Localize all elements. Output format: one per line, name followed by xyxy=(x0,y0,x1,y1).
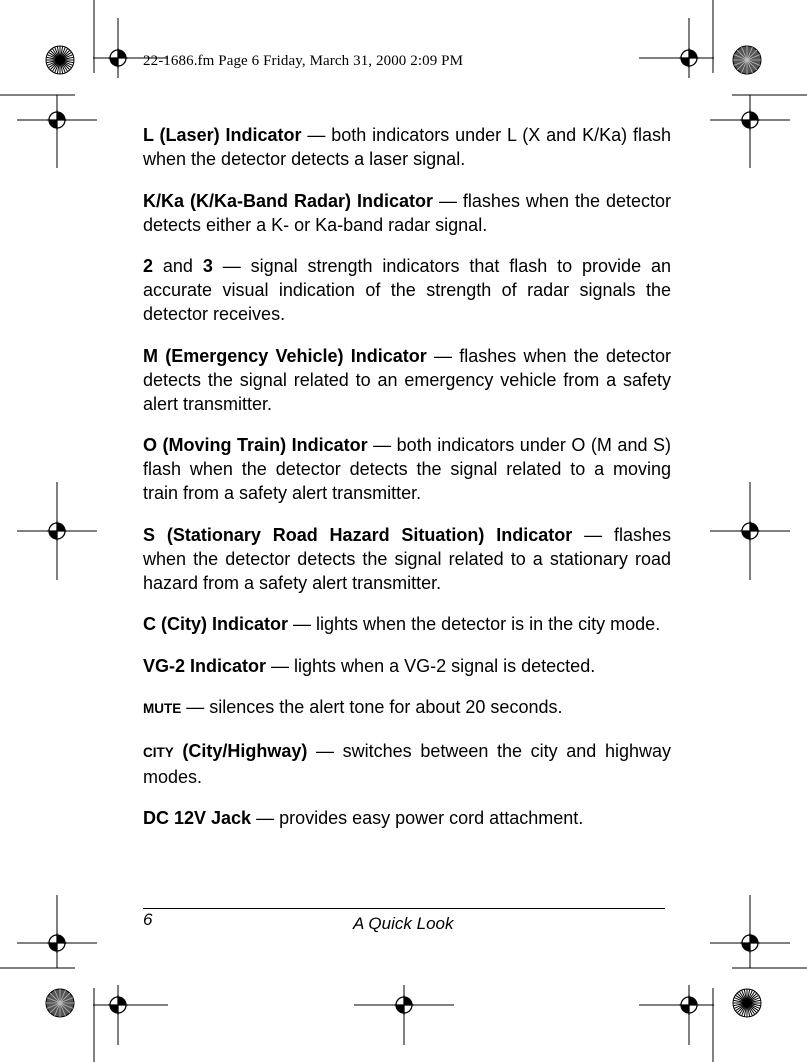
item-description: — switches between the city and highway modes. xyxy=(143,740,671,787)
item-term-smallcaps: CITY xyxy=(143,744,174,760)
item-connector: and xyxy=(153,256,203,276)
item-term: L (Laser) Indicator xyxy=(143,125,302,145)
item-term: (City/Highway) xyxy=(173,740,308,761)
item-description: — flashes when the detector detects the signal related to an emergency vehicle from a safety alert transmitter. xyxy=(143,345,671,414)
item-term: S (Stationary Road Hazard Situation) Indicator xyxy=(143,524,573,545)
indicator-list xyxy=(143,123,671,848)
footer-title: A Quick Look xyxy=(353,914,454,933)
list-item xyxy=(143,189,671,237)
item-description: — signal strength indicators that flash to provide an accurate visual indication of the strength of radar signals the detector receives. xyxy=(143,256,671,324)
item-term: 2 xyxy=(143,256,154,276)
item-term: K/Ka (K/Ka-Band Radar) Indicator xyxy=(143,190,433,211)
item-term: C (City) Indicator xyxy=(143,614,289,634)
item-description: — flashes when the detector detects either a K- or Ka-band radar signal. xyxy=(143,190,671,235)
list-item xyxy=(143,806,671,830)
file-info-header: 22-1686.fm Page 6 Friday, March 31, 2000 2:09 PM xyxy=(143,53,464,69)
page-number: 6 xyxy=(143,910,153,929)
list-item xyxy=(143,123,671,171)
item-description: — both indicators under O (M and S) flash when the detector detects the signal related to a moving train from a safety alert transmitter. xyxy=(143,435,671,503)
item-description: — lights when the detector is in the city mode. xyxy=(288,614,661,634)
list-item xyxy=(143,612,671,636)
item-term: MUTE xyxy=(143,701,182,716)
list-item xyxy=(143,654,671,678)
item-term: 3 xyxy=(202,256,213,276)
item-term: DC 12V Jack xyxy=(143,808,252,828)
list-item xyxy=(143,739,671,789)
item-description: — both indicators under L (X and K/Ka) flash when the detector detects a laser signal. xyxy=(143,125,672,169)
item-description: — silences the alert tone for about 20 seconds. xyxy=(181,697,563,717)
item-description: — lights when a VG-2 signal is detected. xyxy=(266,655,596,676)
item-description: — provides easy power cord attachment. xyxy=(251,808,584,828)
list-item xyxy=(143,695,671,721)
item-term: O (Moving Train) Indicator xyxy=(143,435,368,455)
footer-rule xyxy=(143,908,665,909)
list-item xyxy=(143,344,671,416)
list-item xyxy=(143,433,671,505)
list-item xyxy=(143,523,671,595)
item-term: VG-2 Indicator xyxy=(143,655,267,676)
list-item xyxy=(143,254,671,326)
item-description: — flashes when the detector detects the signal related to a stationary road hazard from a safety alert transmitter. xyxy=(143,524,671,593)
item-term: M (Emergency Vehicle) Indicator xyxy=(143,345,427,366)
